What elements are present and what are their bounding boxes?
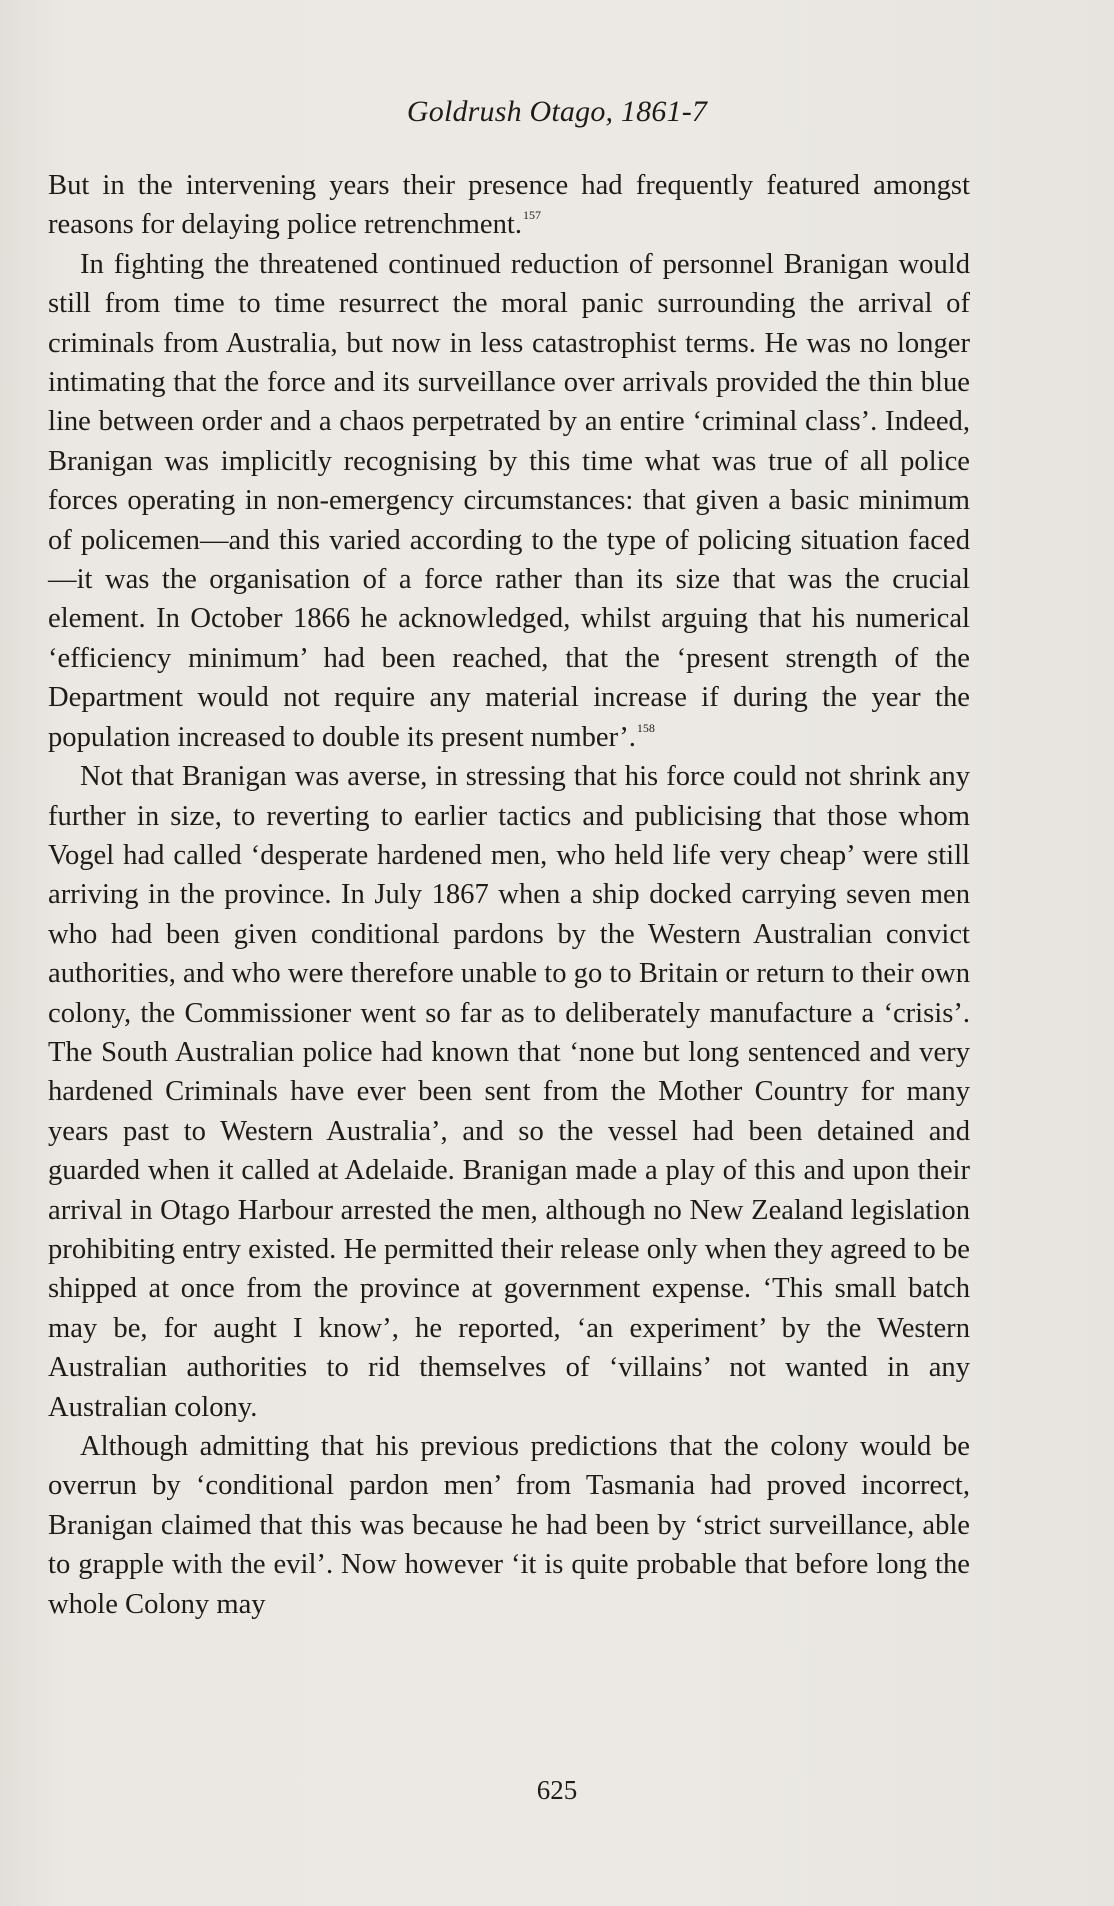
body-text	[48, 166, 970, 1624]
paragraph-3	[48, 757, 970, 1427]
running-head: Goldrush Otago, 1861-7	[406, 95, 708, 128]
paragraph-1	[48, 166, 970, 245]
footnote-marker-158: 158	[636, 720, 655, 735]
page-number: 625	[536, 1775, 578, 1805]
paragraph-2	[48, 245, 970, 757]
paragraph-text: Not that Branigan was averse, in stressing that his force could not shrink any further in size, to reverting to earlier tactics and publicising that those whom Vogel had called ‘desperate hardened men, who held life very cheap’ were still arriving in the province. In July 1867 when a ship docked carrying seven men who had been given conditional pardons by the Western Australian convict authorities, and who were therefore unable to go to Britain or return to their own colony, the Commissioner went so far as to deliberately manufacture a ‘crisis’. The South Australian police had known that ‘none but long sentenced and very hardened Criminals have ever been sent from the Mother Country for many years past to Western Australia’, and so the vessel had been detained and guarded when it called at Adelaide. Branigan made a play of this and upon their arrival in Otago Harbour arrested the men, although no New Zealand legislation prohibiting entry existed. He permitted their release only when they agreed to be shipped at once from the province at government expense. ‘This small batch may be, for aught I know’, he reported, ‘an experiment’ by the Western Australian authorities to rid themselves of ‘villains’ not wanted in any Australian colony.	[48, 761, 970, 1423]
footnote-marker-157: 157	[523, 208, 541, 223]
paragraph-4	[48, 1427, 970, 1624]
paragraph-text: In fighting the threatened continued reduction of personnel Branigan would still from time to time resurrect the moral panic surrounding the arrival of criminals from Australia, but now in less catastrophist terms. He was no longer intimating that the force and its surveillance over arrivals provided the thin blue line between order and a chaos perpetrated by an entire ‘criminal class’. Indeed, Branigan was implicitly recognising by this time what was true of all police forces operating in non-emergency circumstances: that given a basic minimum of policemen—and this varied according to the type of policing situation faced—it was the organisation of a force rather than its size that was the crucial element. In October 1866 he acknowledged, whilst arguing that his numerical ‘efficiency minimum’ had been reached, that the ‘present strength of the Department would not require any material increase if during the year the population increased to double its present number’.	[48, 248, 970, 753]
paragraph-text: But in the intervening years their presence had frequently featured amongst reasons for delaying police retrenchment.	[48, 170, 970, 241]
paragraph-text: Although admitting that his previous predictions that the colony would be overrun by ‘conditional pardon men’ from Tasmania had proved incorrect, Branigan claimed that this was because he had been by ‘strict surveillance, able to grapple with the evil’. Now however ‘it is quite probable that before long the whole Colony may	[48, 1431, 970, 1620]
